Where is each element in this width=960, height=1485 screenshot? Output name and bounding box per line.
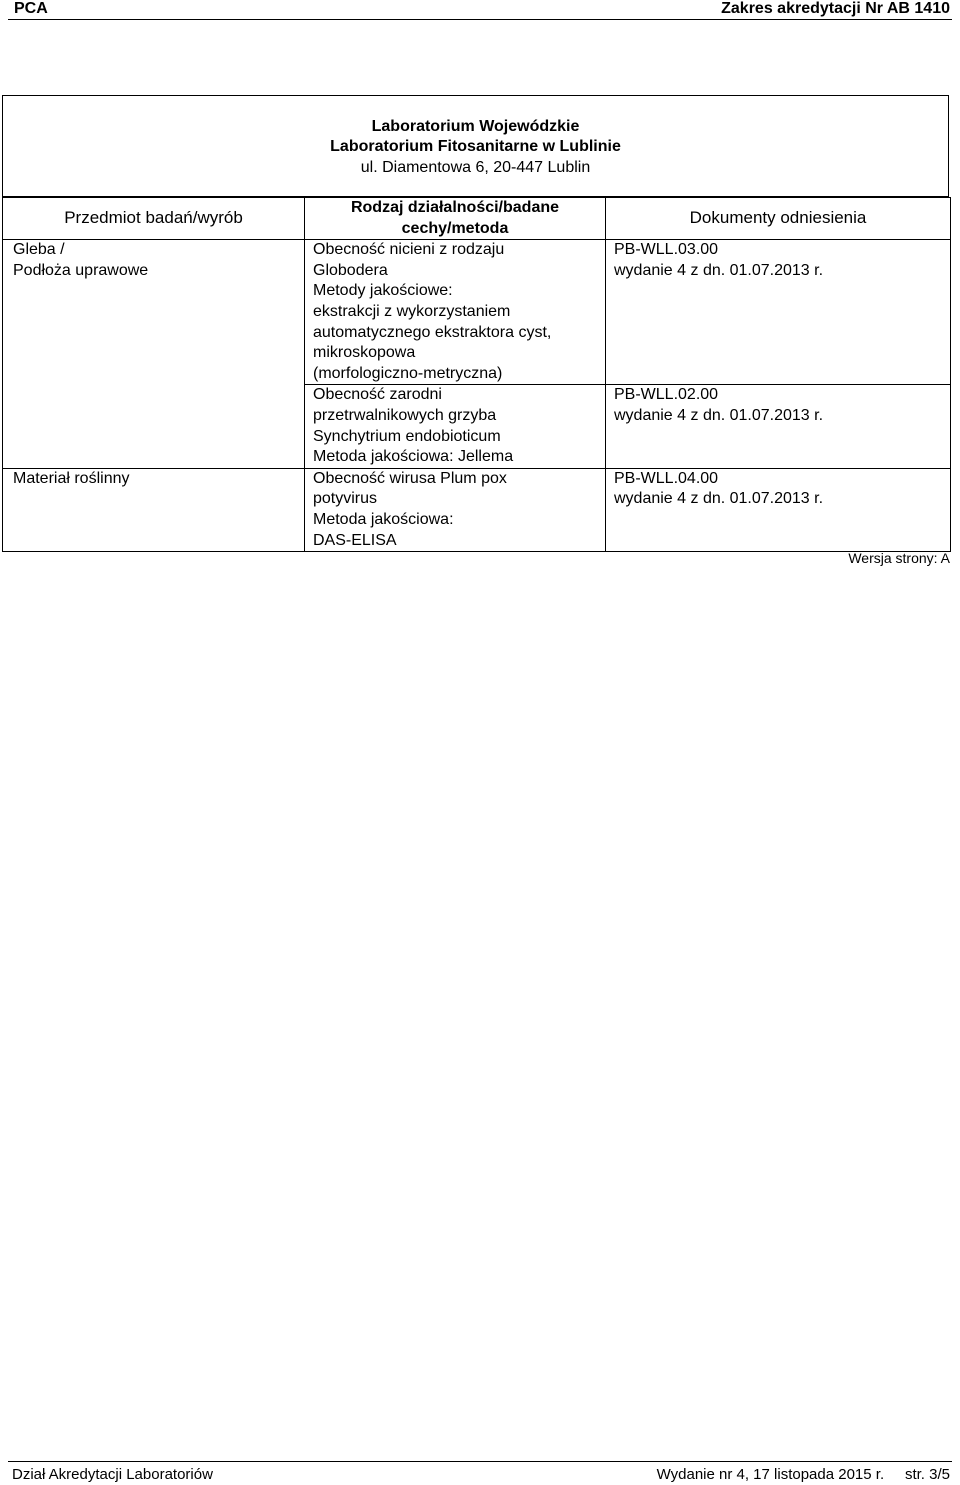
activity-line: ekstrakcji z wykorzystaniem — [313, 302, 511, 320]
subject-cell — [3, 240, 305, 469]
col-activity-header-line1: Rodzaj działalności/badane — [350, 199, 560, 216]
doc-line: PB-WLL.04.00 — [614, 469, 719, 487]
footer-department: Dział Akredytacji Laboratoriów — [12, 1466, 213, 1483]
activity-line: Obecność wirusa Plum pox — [313, 469, 507, 487]
docs-cell — [606, 240, 951, 385]
activity-line: Metody jakościowe: — [313, 282, 453, 300]
col-docs-header: Dokumenty odniesienia — [606, 198, 951, 240]
footer-right — [657, 1466, 950, 1484]
docs-cell — [606, 385, 951, 468]
activity-line: potyvirus — [313, 490, 378, 508]
activity-cell — [305, 468, 606, 551]
header-divider — [8, 19, 952, 20]
activity-line: Synchytrium endobioticum — [313, 427, 501, 445]
doc-line: PB-WLL.03.00 — [614, 241, 719, 259]
footer-page-number: str. 3/5 — [904, 1466, 950, 1483]
activity-line: Metoda jakościowa: — [313, 510, 454, 528]
activity-cell — [305, 385, 606, 468]
activity-line: przetrwalnikowych grzyba — [313, 406, 497, 424]
activity-line: automatycznego ekstraktora cyst, — [313, 323, 552, 341]
activity-line: Metoda jakościowa: Jellema — [313, 448, 514, 466]
activity-line: (morfologiczno-metryczna) — [313, 364, 503, 382]
table-row — [3, 240, 951, 385]
table-header-row — [3, 198, 951, 240]
activity-line: mikroskopowa — [313, 344, 416, 362]
activity-cell — [305, 240, 606, 385]
lab-name-line1: Laboratorium Wojewódzkie — [371, 118, 580, 135]
accreditation-table — [2, 197, 951, 552]
footer-divider — [8, 1461, 952, 1462]
col-activity-header — [305, 198, 606, 240]
doc-line: wydanie 4 z dn. 01.07.2013 r. — [614, 261, 824, 279]
subject-line: Podłoża uprawowe — [13, 261, 149, 279]
doc-line: PB-WLL.02.00 — [614, 386, 719, 404]
doc-line: wydanie 4 z dn. 01.07.2013 r. — [614, 406, 824, 424]
col-activity-header-line2: cechy/metoda — [401, 219, 509, 237]
header-left: PCA — [14, 0, 48, 17]
lab-address: ul. Diamentowa 6, 20-447 Lublin — [360, 159, 591, 176]
docs-cell — [606, 468, 951, 551]
activity-line: Obecność zarodni — [313, 386, 442, 404]
lab-info-box — [2, 95, 949, 197]
header-right: Zakres akredytacji Nr AB 1410 — [721, 0, 950, 17]
footer-edition: Wydanie nr 4, 17 listopada 2015 r. — [656, 1466, 885, 1483]
subject-cell — [3, 468, 305, 551]
activity-line: Globodera — [313, 261, 388, 279]
page-version-note: Wersja strony: A — [848, 550, 950, 566]
col-subject-header: Przedmiot badań/wyrób — [3, 198, 305, 240]
doc-line: wydanie 4 z dn. 01.07.2013 r. — [614, 490, 824, 508]
lab-name-line2: Laboratorium Fitosanitarne w Lublinie — [330, 138, 621, 155]
activity-line: DAS-ELISA — [313, 531, 397, 549]
table-row — [3, 468, 951, 551]
subject-line: Materiał roślinny — [13, 469, 130, 487]
activity-line: Obecność nicieni z rodzaju — [313, 241, 505, 259]
subject-line: Gleba / — [13, 241, 65, 259]
